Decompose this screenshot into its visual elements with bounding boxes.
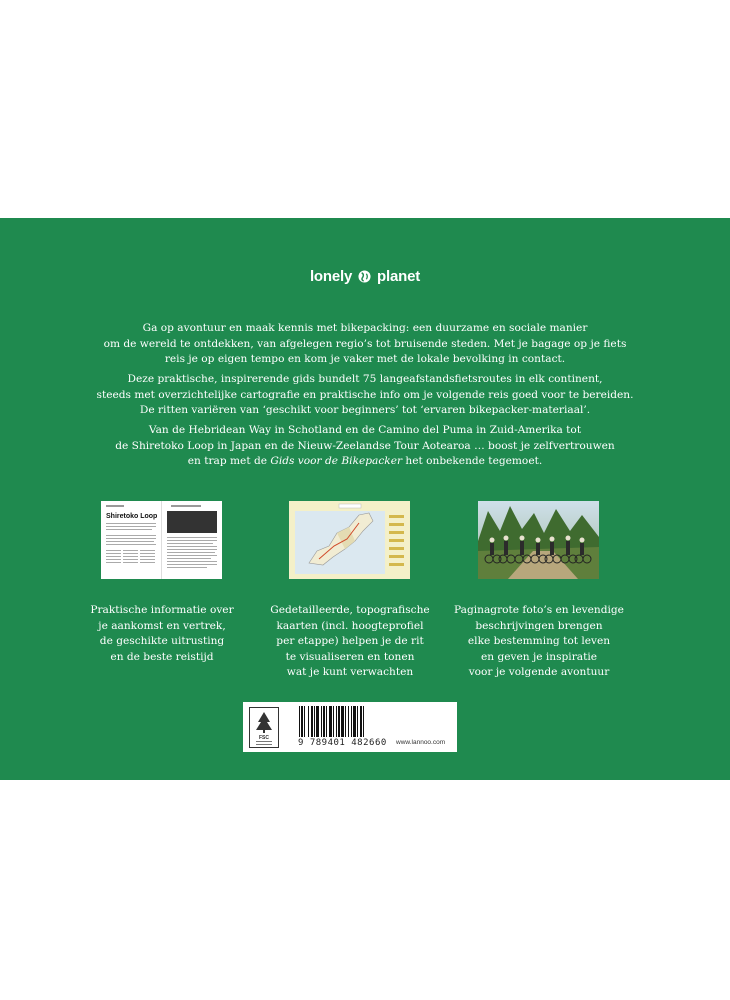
barcode-panel	[243, 702, 457, 752]
text-line: om de wereld te ontdekken, van afgelegen regio’s tot bruisende steden. Met je bagage op je fiets	[103, 337, 627, 350]
intro-paragraph-3	[0, 423, 730, 470]
caption-line: voor je volgende avontuur	[468, 666, 610, 678]
caption-line: Gedetailleerde, topografische	[270, 604, 430, 616]
logo-word-planet: planet	[377, 268, 421, 285]
text-line	[0, 454, 730, 470]
intro-paragraph-1	[0, 321, 730, 368]
feature-caption-practical-info	[62, 603, 262, 665]
caption-line: wat je kunt verwachten	[286, 666, 414, 678]
cyclists-photo-thumbnail	[478, 501, 599, 579]
publisher-url: www.lannoo.com	[396, 739, 446, 746]
caption-line: elke bestemming tot leven	[467, 635, 611, 647]
caption-line: en de beste reistijd	[110, 650, 214, 663]
cyclists-photo-illustration	[478, 501, 599, 579]
barcode-bars	[298, 706, 390, 737]
map-illustration	[289, 501, 410, 579]
text-segment: en trap met de	[187, 455, 271, 467]
text-line: Deze praktische, inspirerende gids bundelt 75 langeafstandsfietsroutes in elk continent,	[127, 373, 603, 385]
topographic-map-thumbnail	[289, 501, 410, 579]
caption-line: kaarten (incl. hoogteprofiel	[276, 619, 424, 632]
isbn-number: 9 789401 482660	[298, 738, 387, 748]
logo-word-lonely: lonely	[309, 268, 353, 285]
book-title: Gids voor de Bikepacker	[270, 455, 403, 467]
page-spread-illustration	[101, 501, 222, 579]
text-line: de Shiretoko Loop in Japan en de Nieuw-Zeelandse Tour Aotearoa … boost je zelfvertrouwen	[115, 439, 615, 452]
intro-paragraph-2	[0, 372, 730, 419]
globe-icon	[358, 270, 371, 283]
fsc-label: FSC	[259, 735, 269, 741]
text-line: Ga op avontuur en maak kennis met bikepacking: een duurzame en sociale manier	[142, 322, 588, 334]
feature-caption-photos	[439, 603, 639, 681]
fsc-tree-icon	[250, 708, 278, 747]
text-line: De ritten variëren van ‘geschikt voor beginners’ tot ‘ervaren bikepacker-materiaal’.	[139, 404, 591, 416]
feature-caption-maps	[250, 603, 450, 681]
caption-line: Paginagrote foto’s en levendige	[454, 604, 624, 616]
caption-line: je aankomst en vertrek,	[98, 619, 226, 632]
text-line: steeds met overzichtelijke cartografie en praktische info om je volgende reis goed voor te bereiden.	[96, 388, 634, 401]
caption-line: te visualiseren en tonen	[285, 650, 415, 663]
book-back-cover	[0, 218, 730, 780]
page-spread-thumbnail	[101, 501, 222, 579]
caption-line: Praktische informatie over	[90, 604, 234, 616]
lonely-planet-logo	[0, 268, 730, 285]
text-segment: het onbekende tegemoet.	[402, 455, 543, 467]
caption-line: en geven je inspiratie	[481, 650, 597, 663]
caption-line: de geschikte uitrusting	[99, 635, 225, 647]
text-line: Van de Hebridean Way in Schotland en de Camino del Puma in Zuid-Amerika tot	[148, 424, 582, 436]
fsc-logo	[249, 707, 279, 748]
text-line: reis je op eigen tempo en kom je vaker met de lokale bevolking in contact.	[164, 353, 566, 365]
thumb-page-title: Shiretoko Loop	[106, 513, 158, 520]
caption-line: per etappe) helpen je de rit	[276, 635, 424, 647]
caption-line: beschrijvingen brengen	[475, 619, 603, 632]
